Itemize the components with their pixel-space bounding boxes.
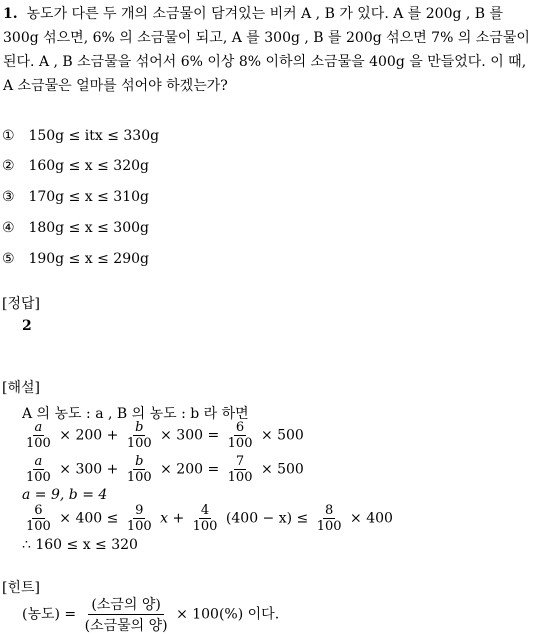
choice-text: 190g ≤ x ≤ 290g (28, 251, 149, 267)
choice-text: 170g ≤ x ≤ 310g (28, 189, 149, 205)
solution-label: [해설] (2, 380, 40, 396)
fraction: $\frac{a}{100}$ (26, 420, 51, 451)
fraction: $\frac{6}{100}$ (26, 503, 51, 534)
hint-label: [힌트] (2, 580, 40, 596)
choice-number: ② (2, 158, 15, 174)
choice-3[interactable] (2, 189, 149, 205)
hint-denominator: (소금물의 양) (84, 618, 168, 634)
solution-equation-2: $\frac{a}{100}$ × 300 + $\frac{b}{100}$ × 200 = $\frac{7}{100}$ × 500 (26, 454, 304, 485)
problem-statement (3, 2, 531, 98)
choice-5[interactable] (2, 251, 149, 267)
choice-text: 150g ≤ itx ≤ 330g (28, 128, 160, 144)
fraction: $\frac{8}{100}$ (316, 503, 342, 534)
choice-number: ③ (2, 189, 15, 205)
choice-text: 160g ≤ x ≤ 320g (28, 158, 149, 174)
hint-rhs: × 100(%) 이다. (176, 606, 280, 623)
fraction: $\frac{4}{100}$ (192, 503, 218, 534)
problem-number: 1. (3, 6, 18, 22)
hint-numerator: (소금의 양) (88, 594, 163, 615)
hint-lhs: (농도) = (22, 606, 77, 623)
choice-number: ① (2, 128, 15, 144)
choice-number: ⑤ (2, 251, 15, 267)
choice-2[interactable] (2, 158, 149, 174)
fraction: $\frac{b}{100}$ (126, 454, 152, 485)
fraction: $\frac{6}{100}$ (227, 420, 253, 451)
choice-number: ④ (2, 220, 15, 236)
solution-equation-1: $\frac{a}{100}$ × 200 + $\frac{b}{100}$ × 300 = $\frac{6}{100}$ × 500 (26, 420, 304, 451)
fraction: $\frac{7}{100}$ (227, 454, 253, 485)
problem-text: 농도가 다른 두 개의 소금물이 담겨있는 비커 A , B 가 있다. A 를 200g , B 를 300g 섞으면, 6% 의 소금물이 되고, A 를 300g , B 를 200g 섞으면 7% 의 소금물이 된다. A , B 소금물을 섞어서 6% 이상 8% 이하의 소금물을 400g 을 만들었다. 이 때, A 소금물은 얼마를 섞어야 하겠는가? (3, 6, 530, 94)
hint-formula (22, 594, 279, 635)
choice-1[interactable] (2, 128, 159, 144)
solution-line-1: A 의 농도 : a , B 의 농도 : b 라 하면 (22, 406, 249, 422)
choice-text: 180g ≤ x ≤ 300g (28, 220, 149, 236)
choice-4[interactable] (2, 220, 149, 236)
answer-value: 2 (22, 318, 32, 334)
fraction: $\frac{9}{100}$ (126, 503, 152, 534)
solution-line-4: a = 9, b = 4 (22, 487, 108, 503)
fraction (85, 594, 168, 635)
fraction: $\frac{b}{100}$ (126, 420, 152, 451)
answer-label: [정답] (2, 296, 40, 312)
solution-equation-3: $\frac{6}{100}$ × 400 ≤ $\frac{9}{100}$ x + $\frac{4}{100}$ (400 − x) ≤ $\frac{8}{100}$ × 400 (26, 503, 393, 534)
solution-line-6: ∴ 160 ≤ x ≤ 320 (22, 537, 138, 553)
fraction: $\frac{a}{100}$ (26, 454, 51, 485)
